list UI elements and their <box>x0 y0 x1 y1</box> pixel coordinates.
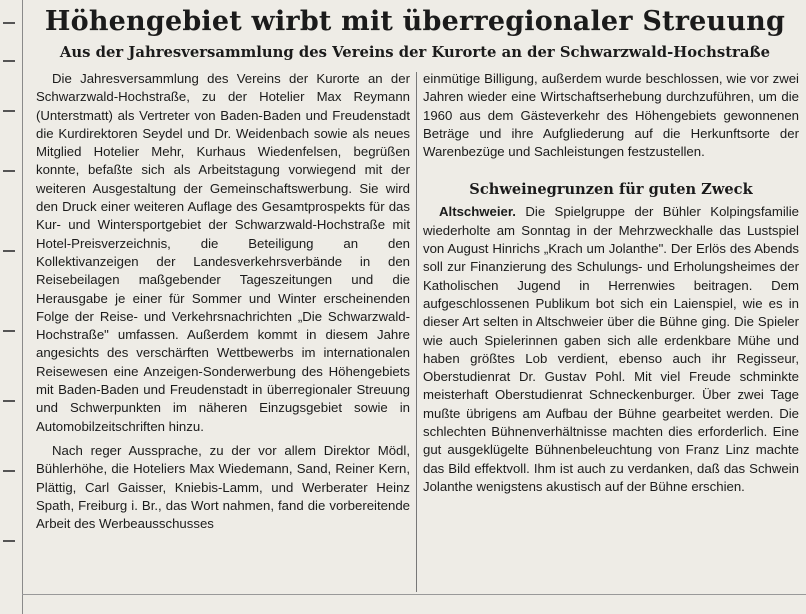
adjacent-column-edge <box>0 0 23 614</box>
edge-mark <box>3 110 15 112</box>
section-headline: Schweinegrunzen für guten Zweck <box>469 181 753 199</box>
paragraph-continuation: einmütige Billigung, außerdem wurde beschlossen, wie vor zwei Jahren wieder eine Wirtschaftserhebung durchzuführen, um die 1960 aus dem Gästeverkehr des Höhengebiets gewonnenen Beträge und ihre Aufgliederung auf die Herkunftsorte der Warenbezüge und Sachleistungen festzustellen. <box>423 71 799 160</box>
paragraph-1: Die Jahresversammlung des Vereins der Kurorte an der Schwarzwald-Hochstraße, zu der Hotelier Max Reymann (Unterstmatt) als Vertreter von Baden-Baden und Freudenstadt die Kurdirektoren Seydel und Dr. Weidenbach sowie als neues Mitglied Hotelier Mehr, Kurhaus Wiedenfelsen, begrüßen konnte, befaßte sich als Arbeitstagung vorwiegend mit der weiteren Ausgestaltung der Gemeinschaftswerbung. Sie wird den Druck einer weiteren Auflage des Gesamtprospekts für das Kur- und Wintersportgebiet der Schwarzwald-Hochstraße mit Hotel-Preisverzeichnis, die Beteiligung an den Kollektivanzeigen der Landesverkehrsverbände in den Reisebeilagen maßgebender Tageszeitungen und die Herausgabe je einer für Sommer und Winter erscheinenden Folge der Reise- und Verkehrsnachrichten „Die Schwarzwald-Hochstraße" umfassen. Außerdem kommt in diesem Jahre angesichts des verschärften Wettbewerbs im internationalen Reisewesen eine Anzeigen-Sonderwerbung des Höhengebiets mit Baden-Baden und Freudenstadt in überregionaler Streuung und Schwerpunkten im näheren Einzugsgebiet sowie in Automobilzeitschriften hinzu. <box>36 71 410 434</box>
column-divider <box>416 72 417 592</box>
edge-mark <box>3 540 15 542</box>
dateline-place: Altschweier. <box>439 204 516 220</box>
text-column-left <box>36 70 410 533</box>
edge-mark <box>3 250 15 252</box>
paragraph-2: Nach reger Aussprache, zu der vor allem Direktor Mödl, Bühlerhöhe, die Hoteliers Max Wiedemann, Sand, Reiner Kern, Plättig, Carl Gaisser, Kniebis-Lamm, und Werberater Heinz Spath, Freiburg i. Br., das Wort nahmen, fand die vorbereitende Arbeit des Werbeausschusses <box>36 442 410 532</box>
edge-mark <box>3 60 15 62</box>
bottom-edge <box>22 594 806 595</box>
edge-mark <box>3 330 15 332</box>
article-headline: Höhengebiet wirbt mit überregionaler Streuung <box>44 6 786 37</box>
edge-mark <box>3 400 15 402</box>
paragraph-altschweier-text: Die Spielgruppe der Bühler Kolpingsfamilie wiederholte am Sonntag in der Mehrzweckhalle das Lustspiel von August Hinrichs „Krach um Jolanthe". Der Erlös des Abends soll zur Finanzierung des Schulungs- und Erholungsheimes der Katholischen Jugend in Herrenwies beitragen. Dem aufgeschlossenen Publikum bot sich ein Laienspiel, wie es in dieser Art selten in Altschweier über die Bühne ging. Die Spieler wie auch Spielerinnen gaben sich alle erdenkbare Mühe und haben größtes Lob verdient, ebenso auch ihr Regisseur, Oberstudienrat Dr. Gustav Pohl. Mit viel Freude schminkte meisterhaft Oberstudienrat Schneckenburger. Über zwei Tage mußte übrigens am Aufbau der Bühne gearbeitet werden. Die schlechten Bühnenverhältnisse machten dies erforderlich. Eine gut ausgeklügelte Bühnenbeleuchtung von Franz Linz machte das Bild effektvoll. Ihm ist auch zu verdanken, daß das Schwein Jolanthe wenigstens akustisch auf der Bühne erschien. <box>423 204 799 494</box>
text-column-right <box>423 70 799 496</box>
paragraph-altschweier <box>423 203 799 496</box>
edge-mark <box>3 170 15 172</box>
article-subheadline: Aus der Jahresversammlung des Vereins der Kurorte an der Schwarzwald-Hochstraße <box>59 44 771 61</box>
edge-mark <box>3 22 15 24</box>
edge-mark <box>3 470 15 472</box>
